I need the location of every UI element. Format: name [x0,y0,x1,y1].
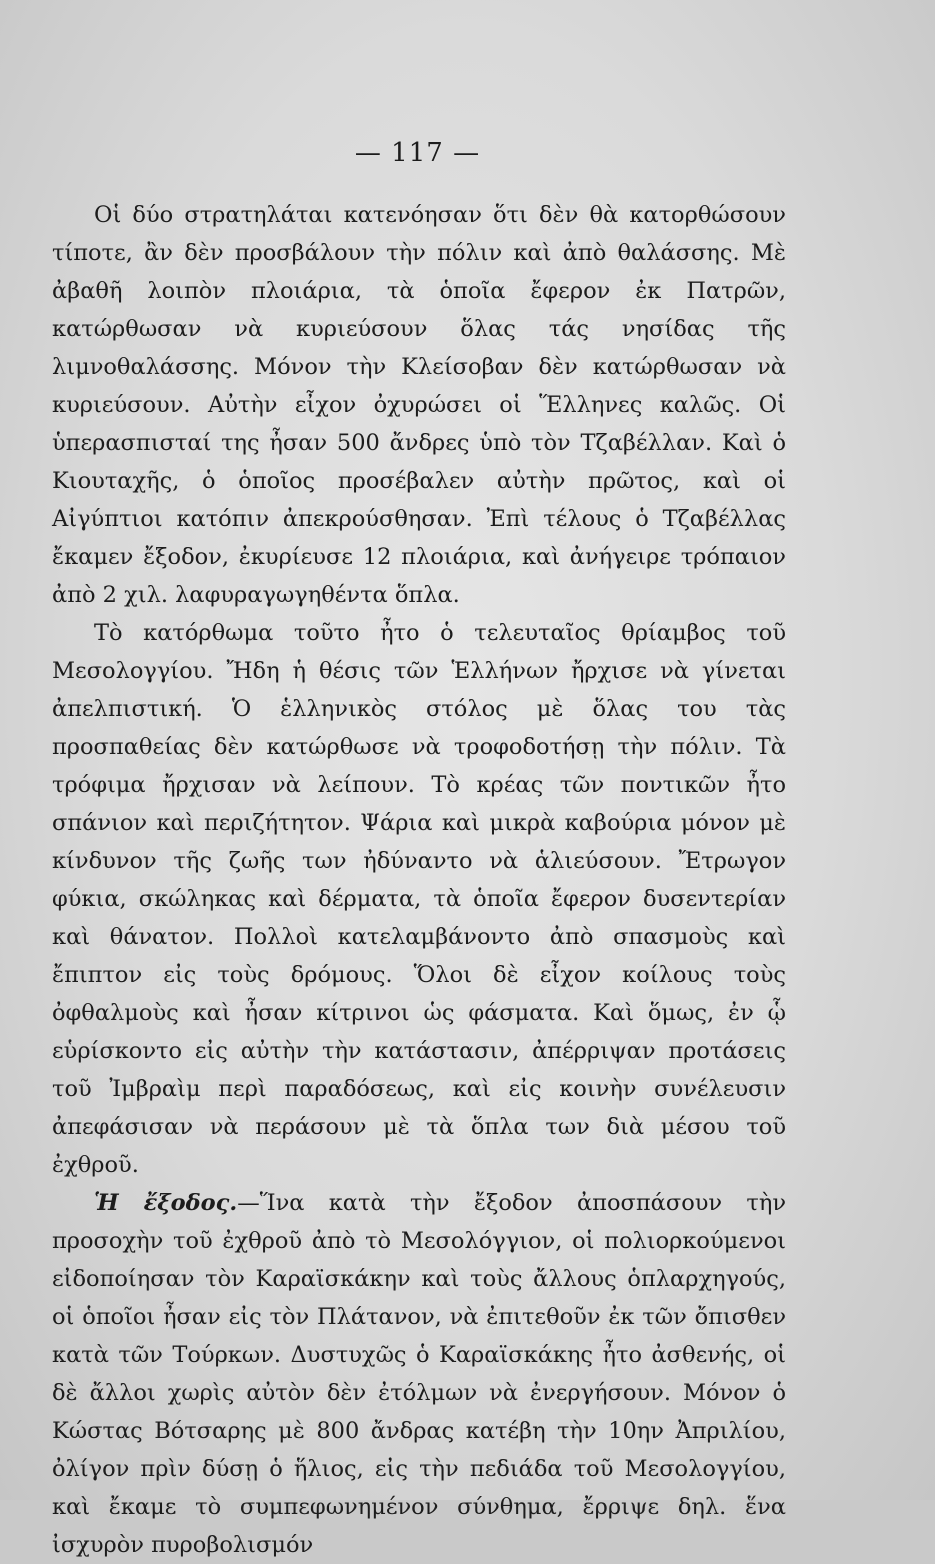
paragraph-text: Τὸ κατόρθωμα τοῦτο ἦτο ὁ τελευταῖος θρίαμβος τοῦ Μεσολογγίου. Ἤδη ἡ θέσις τῶν Ἑλλήνων ἤρχισε νὰ γίνεται ἀπελπιστική. Ὁ ἑλληνικὸς στόλος μὲ ὅλας του τὰς προσπαθείας δὲν κατώρθωσε νὰ τροφοδοτήσῃ τὴν πόλιν. Τὰ τρόφιμα ἤρχισαν νὰ λείπουν. Τὸ κρέας τῶν ποντικῶν ἦτο σπάνιον καὶ περιζήτητον. Ψάρια καὶ μικρὰ καβούρια μόνον μὲ κίνδυνον τῆς ζωῆς των ἠδύναντο νὰ ἁλιεύσουν. Ἔτρωγον φύκια, σκώληκας καὶ δέρματα, τὰ ὁποῖα ἔφερον δυσεντερίαν καὶ θάνατον. Πολλοὶ κατελαμβάνοντο ἀπὸ σπασμοὺς καὶ ἔπιπτον εἰς τοὺς δρόμους. Ὅλοι δὲ εἶχον κοίλους τοὺς ὀφθαλμοὺς καὶ ἦσαν κίτρινοι ὡς φάσματα. Καὶ ὅμως, ἐν ᾧ εὑρίσκοντο εἰς αὐτὴν τὴν κατάστασιν, ἀπέρριψαν προτάσεις τοῦ Ἰμβραὶμ περὶ παραδόσεως, καὶ εἰς κοινὴν συνέλευσιν ἀπεφάσισαν νὰ περάσουν μὲ τὰ ὅπλα των διὰ μέσου τοῦ ἐχθροῦ. [52,620,786,1178]
paragraph-text: Οἱ δύο στρατηλάται κατενόησαν ὅτι δὲν θὰ κατορθώσουν τίποτε, ἂν δὲν προσβάλουν τὴν πόλιν καὶ ἀπὸ θαλάσσης. Μὲ ἀβαθῆ λοιπὸν πλοιάρια, τὰ ὁποῖα ἔφερον ἐκ Πατρῶν, κατώρθωσαν νὰ κυριεύσουν ὅλας τάς νησίδας τῆς λιμνοθαλάσσης. Μόνον τὴν Κλείσοβαν δὲν κατώρθωσαν νὰ κυριεύσουν. Αὐτὴν εἶχον ὀχυρώσει οἱ Ἕλληνες καλῶς. Οἱ ὑπερασπισταί της ἦσαν 500 ἄνδρες ὑπὸ τὸν Τζαβέλλαν. Καὶ ὁ Κιουταχῆς, ὁ ὁποῖος προσέβαλεν αὐτὴν πρῶτος, καὶ οἱ Αἰγύπτιοι κατόπιν ἀπεκρούσθησαν. Ἐπὶ τέλους ὁ Τζαβέλλας ἔκαμεν ἔξοδον, ἐκυρίευσε 12 πλοιάρια, καὶ ἀνήγειρε τρόπαιον ἀπὸ 2 χιλ. λαφυραγωγηθέντα ὅπλα. [52,202,786,608]
paragraph [52,1184,786,1564]
paragraph [52,196,786,614]
paragraph-text: —Ἵνα κατὰ τὴν ἔξοδον ἀποσπάσουν τὴν προσοχὴν τοῦ ἐχθροῦ ἀπὸ τὸ Μεσολόγγιον, οἱ πολιορκούμενοι εἰδοποίησαν τὸν Καραϊσκάκην καὶ τοὺς ἄλλους ὁπλαρχηγούς, οἱ ὁποῖοι ἦσαν εἰς τὸν Πλάτανον, νὰ ἐπιτεθοῦν ἐκ τῶν ὄπισθεν κατὰ τῶν Τούρκων. Δυστυχῶς ὁ Καραϊσκάκης ἦτο ἀσθενής, οἱ δὲ ἄλλοι χωρὶς αὐτὸν δὲν ἐτόλμων νὰ ἐνεργήσουν. Μόνον ὁ Κώστας Βότσαρης μὲ 800 ἄνδρας κατέβη τὴν 10ην Ἀπριλίου, ὀλίγον πρὶν δύσῃ ὁ ἥλιος, εἰς τὴν πεδιάδα τοῦ Μεσολογγίου, καὶ ἔκαμε τὸ συμπεφωνημένον σύνθημα, ἔρριψε δηλ. ἕνα ἰσχυρὸν πυροβολισμόν [52,1190,787,1558]
body-text [52,196,786,1564]
paragraph [52,614,786,1184]
section-heading: Ἡ ἔξοδος. [94,1190,238,1216]
page-number: — 117 — [354,138,481,168]
